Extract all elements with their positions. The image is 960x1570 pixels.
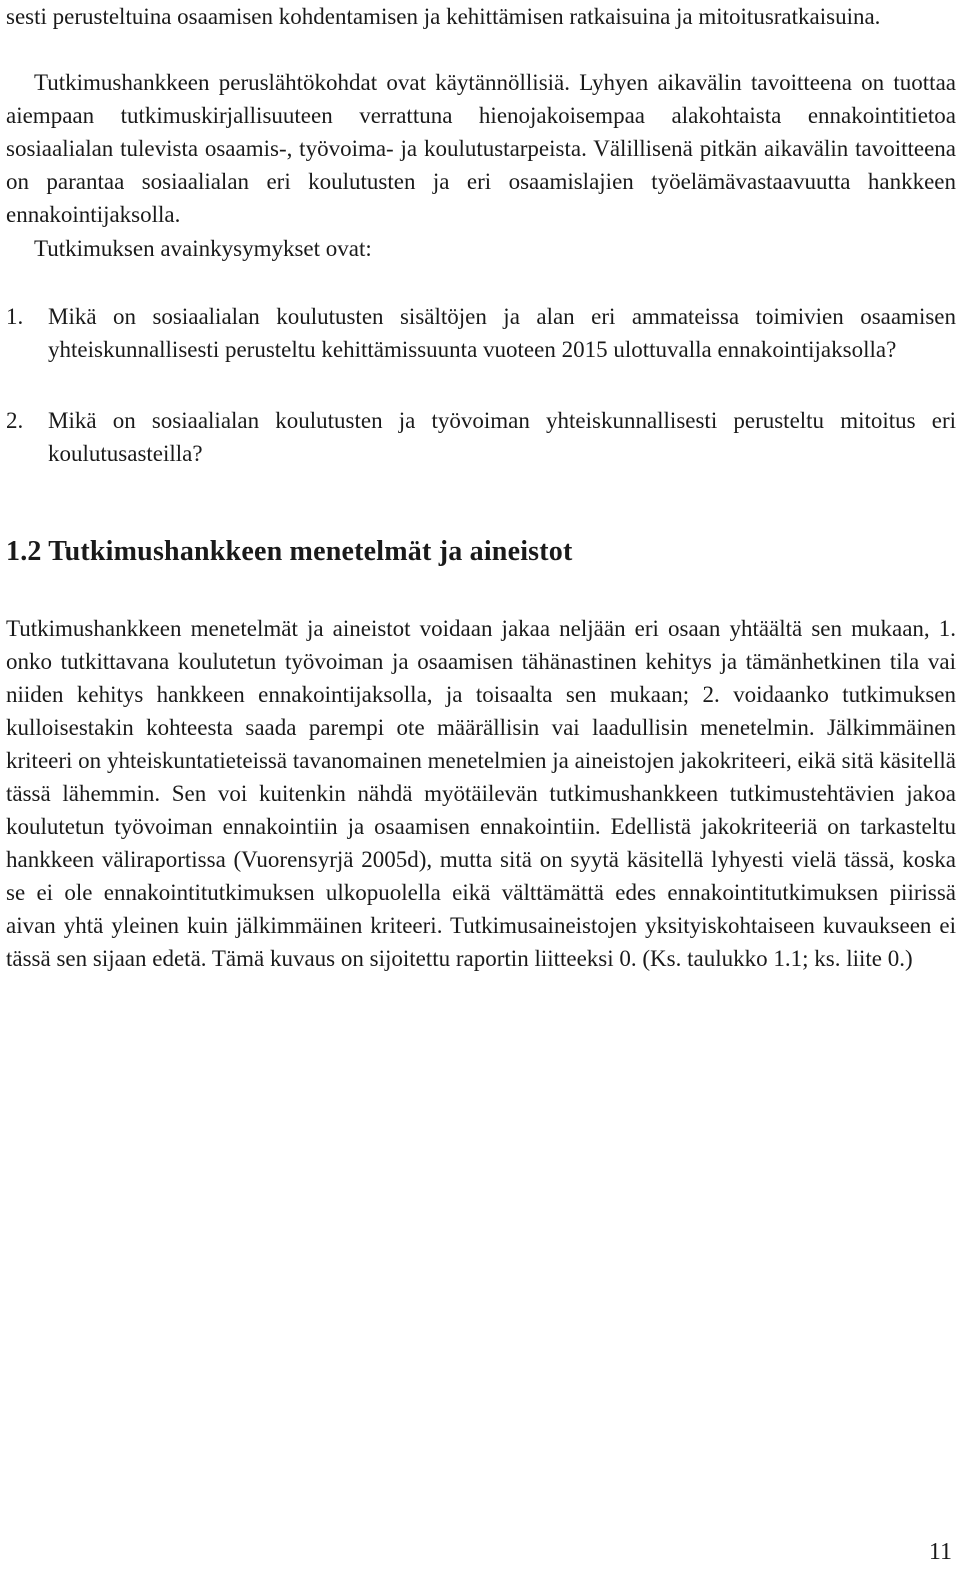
intro-paragraph-continued: sesti perusteltuina osaamisen kohdentamisen ja kehittämisen ratkaisuina ja mitoitusratkaisuina. bbox=[6, 4, 881, 29]
key-questions-lead: Tutkimuksen avainkysymykset ovat: bbox=[34, 236, 372, 261]
intro-paragraph-objectives: Tutkimushankkeen peruslähtökohdat ovat käytännöllisiä. Lyhyen aikavälin tavoitteena on tuottaa aiempaan tutkimuskirjallisuuteen verrattuna hienojakoisempaa alakohtaista ennakointitietoa sosiaalialan tulevista osaamis-, työvoima- ja koulutustarpeista. Välillisenä pitkän aikavälin tavoitteena on parantaa sosiaalialan eri koulutusten ja eri osaamislajien työelämävastaavuutta hankkeen ennakointijaksolla. bbox=[6, 70, 956, 227]
list-item-number: 1. bbox=[6, 304, 24, 329]
section-heading: 1.2 Tutkimushankkeen menetelmät ja aineistot bbox=[6, 536, 573, 567]
list-item bbox=[6, 300, 956, 366]
list-item-text: Mikä on sosiaalialan koulutusten ja työvoiman yhteiskunnallisesti perusteltu mitoitus eri koulutusasteilla? bbox=[48, 408, 956, 466]
list-item-number: 2. bbox=[6, 408, 24, 433]
section-body-paragraph: Tutkimushankkeen menetelmät ja aineistot voidaan jakaa neljään eri osaan yhtäältä sen mukaan, 1. onko tutkittavana koulutetun työvoiman ja osaamisen tähänastinen kehitys ja tämänhetkinen tila vai niiden kehitys hankkeen ennakointijaksolla, ja toisaalta sen mukaan; 2. voidaanko tutkimuksen kulloisestakin kohteesta saada parempi ote määrällisin vai laadullisin menetelmin. Jälkimmäinen kriteeri on yhteiskuntatieteissä tavanomainen menetelmien ja aineistojen jakokriteeri, eikä sitä käsitellä tässä lähemmin. Sen voi kuitenkin nähdä myötäilevän tutkimushankkeen tutkimustehtävien jakoa koulutetun työvoiman ennakointiin ja osaamisen ennakointiin. Edellistä jakokriteeriä on tarkasteltu hankkeen väliraportissa (Vuorensyrjä 2005d), mutta sitä on syytä käsitellä lyhyesti vielä tässä, koska se ei ole ennakointitutkimuksen ulkopuolella eikä välttämättä edes ennakointitutkimuksen piirissä aivan yhtä yleinen kuin jälkimmäinen kriteeri. Tutkimusaineistojen yksityiskohtaiseen kuvaukseen ei tässä sen sijaan edetä. Tämä kuvaus on sijoitettu raportin liitteeksi 0. (Ks. taulukko 1.1; ks. liite 0.) bbox=[6, 616, 956, 971]
page-number: 11 bbox=[928, 1539, 952, 1565]
list-item bbox=[6, 404, 956, 470]
list-item-text: Mikä on sosiaalialan koulutusten sisältöjen ja alan eri ammateissa toimivien osaamisen yhteiskunnallisesti perusteltu kehittämissuunta vuoteen 2015 ulottuvalla ennakointijaksolla? bbox=[48, 304, 956, 362]
